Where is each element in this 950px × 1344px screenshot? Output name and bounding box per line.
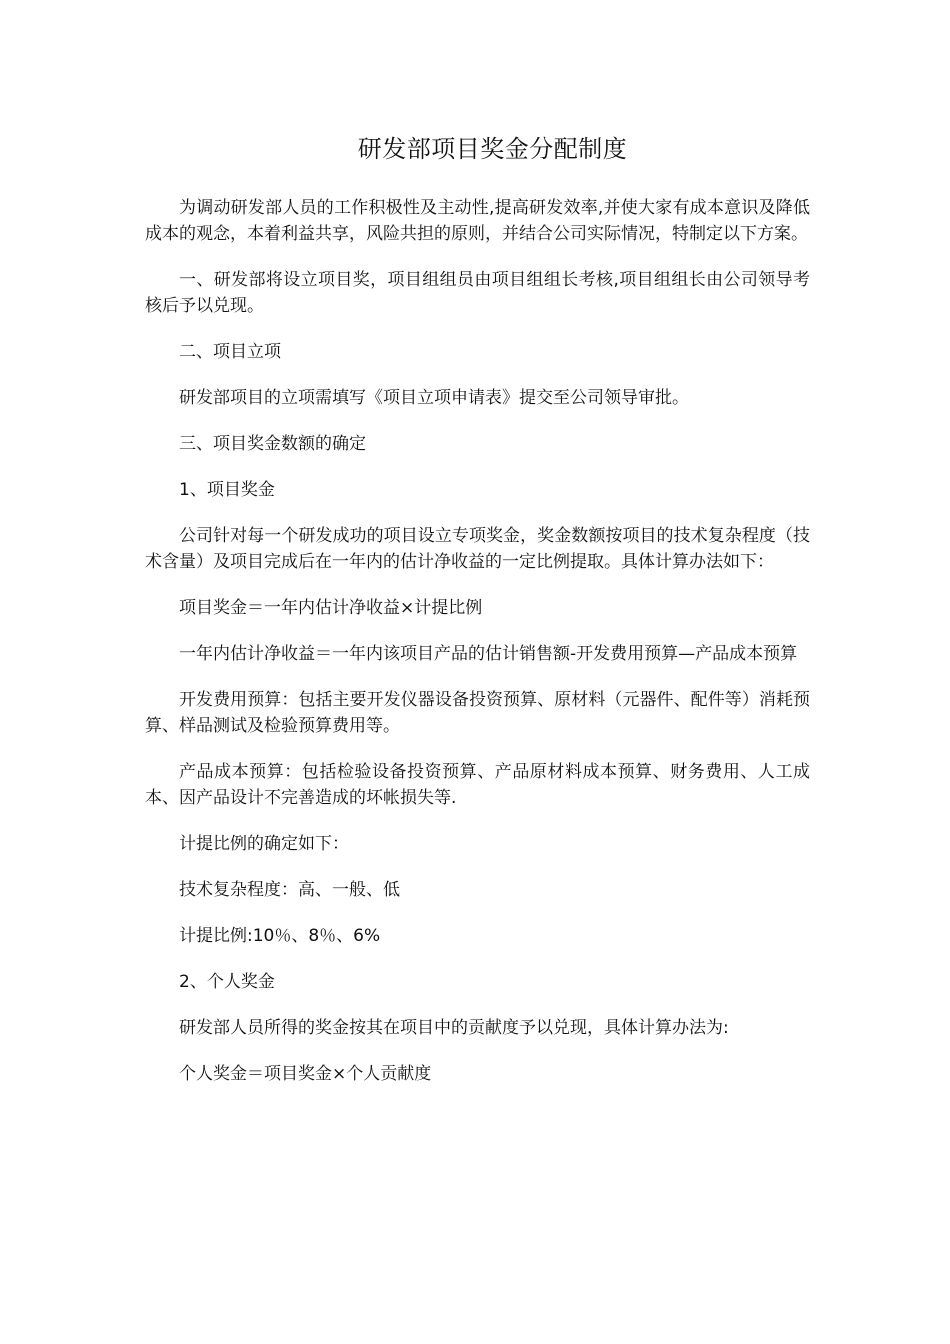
heading-personal-bonus: 2、个人奖金 xyxy=(179,972,275,992)
paragraph-section-1: 一、研发部将设立项目奖，项目组组员由项目组组长考核,项目组组长由公司领导考核后予以兑现。 xyxy=(145,270,810,316)
paragraph-project-bonus: 公司针对每一个研发成功的项目设立专项奖金，奖金数额按项目的技术复杂程度（技术含量）及项目完成后在一年内的估计净收益的一定比例提取。具体计算办法如下： xyxy=(145,526,810,572)
paragraph-complexity-levels: 技术复杂程度：高、一般、低 xyxy=(179,880,400,900)
formula-personal-bonus: 个人奖金＝项目奖金×个人贡献度 xyxy=(179,1064,432,1084)
formula-net-income: 一年内估计净收益＝一年内该项目产品的估计销售额-开发费用预算—产品成本预算 xyxy=(179,644,798,664)
formula-project-bonus: 项目奖金＝一年内估计净收益×计提比例 xyxy=(179,598,483,618)
paragraph-intro: 为调动研发部人员的工作积极性及主动性,提高研发效率,并使大家有成本意识及降低成本的观念，本着利益共享，风险共担的原则，并结合公司实际情况，特制定以下方案。 xyxy=(145,198,810,244)
paragraph-ratio-values: 计提比例:10％、8％、6% xyxy=(179,926,381,946)
heading-project-bonus: 1、项目奖金 xyxy=(179,480,275,500)
document-body xyxy=(145,195,810,1087)
paragraph-dev-budget: 开发费用预算：包括主要开发仪器设备投资预算、原材料（元器件、配件等）消耗预算、样品测试及检验预算费用等。 xyxy=(145,690,810,736)
paragraph-product-cost: 产品成本预算：包括检验设备投资预算、产品原材料成本预算、财务费用、人工成本、因产品设计不完善造成的坏帐损失等. xyxy=(145,762,810,808)
heading-project-approval: 二、项目立项 xyxy=(179,342,281,362)
paragraph-ratio-intro: 计提比例的确定如下： xyxy=(179,834,349,854)
paragraph-project-approval: 研发部项目的立项需填写《项目立项申请表》提交至公司领导审批。 xyxy=(179,388,689,408)
paragraph-personal-bonus: 研发部人员所得的奖金按其在项目中的贡献度予以兑现，具体计算办法为: xyxy=(179,1018,729,1038)
heading-bonus-amount: 三、项目奖金数额的确定 xyxy=(179,434,366,454)
document-title: 研发部项目奖金分配制度 xyxy=(357,135,628,163)
